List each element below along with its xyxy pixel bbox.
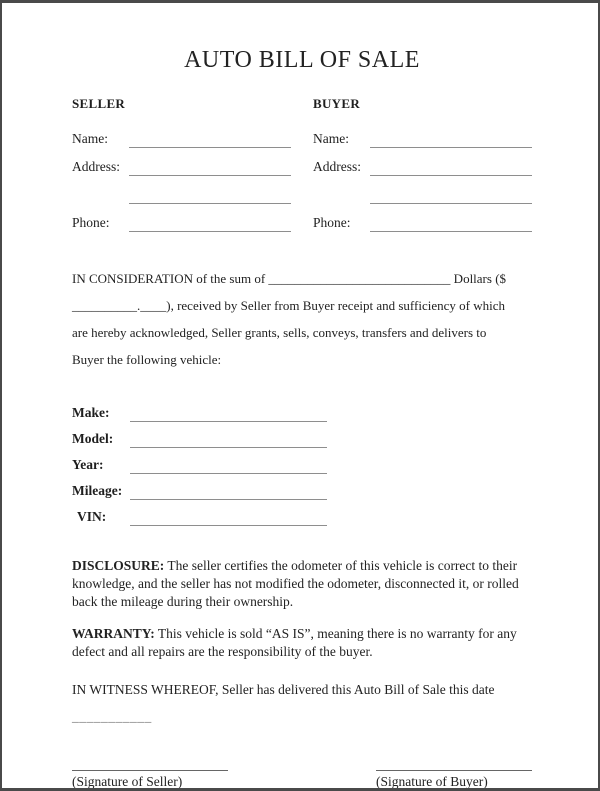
seller-address-row-2: [72, 176, 291, 204]
buyer-signature-line[interactable]: [376, 770, 532, 771]
seller-header: SELLER: [72, 96, 126, 111]
buyer-signature-caption: (Signature of Buyer): [376, 774, 488, 789]
buyer-section: [313, 96, 532, 232]
seller-phone-input-line[interactable]: [129, 214, 291, 232]
seller-address-input-line-2[interactable]: [129, 186, 291, 204]
warranty-text: This vehicle is sold “AS IS”, meaning there is no warranty for any defect and all repairs are the responsibility of the buyer.: [72, 626, 517, 659]
seller-name-input-line[interactable]: [129, 130, 291, 148]
buyer-phone-row: [313, 204, 532, 232]
warranty-paragraph: [72, 625, 532, 661]
disclosure-text: The seller certifies the odometer of this vehicle is correct to their knowledge, and the seller has not modified the odometer, disconnected it, or rolled back the mileage during their ownership.: [72, 558, 519, 609]
year-label: Year:: [72, 457, 104, 472]
consideration-paragraph: [72, 265, 532, 373]
seller-address-input-line-1[interactable]: [129, 158, 291, 176]
consideration-line-2: __________.____), received by Seller from Buyer receipt and sufficiency of which: [72, 298, 505, 313]
seller-phone-row: [72, 204, 291, 232]
buyer-address-spacer: [313, 203, 370, 204]
buyer-name-row: [313, 120, 532, 148]
page-title: AUTO BILL OF SALE: [184, 47, 420, 73]
make-input-line[interactable]: [130, 404, 327, 422]
consideration-line-4: Buyer the following vehicle:: [72, 352, 222, 367]
model-input-line[interactable]: [130, 430, 327, 448]
seller-signature-caption: (Signature of Seller): [72, 774, 183, 789]
signature-row: [72, 770, 532, 790]
warranty-label: WARRANTY:: [72, 626, 155, 641]
disclosure-paragraph: [72, 557, 532, 611]
vehicle-make-row: [72, 396, 532, 422]
witness-paragraph: [72, 676, 532, 730]
buyer-phone-input-line[interactable]: [370, 214, 532, 232]
disclosure-label: DISCLOSURE:: [72, 558, 165, 573]
vin-input-line[interactable]: [130, 508, 327, 526]
consideration-line-3: are hereby acknowledged, Seller grants, sells, conveys, transfers and delivers to: [72, 325, 487, 340]
vehicle-fieldset: [72, 396, 532, 526]
seller-address-row: [72, 148, 291, 176]
buyer-address-row-2: [313, 176, 532, 204]
seller-section: [72, 96, 291, 232]
model-label: Model:: [72, 431, 114, 446]
vin-label: VIN:: [77, 509, 107, 524]
vehicle-vin-row: [72, 500, 532, 526]
seller-signature-line[interactable]: [72, 770, 228, 771]
make-label: Make:: [72, 405, 110, 420]
year-input-line[interactable]: [130, 456, 327, 474]
buyer-name-input-line[interactable]: [370, 130, 532, 148]
buyer-address-label: Address:: [313, 159, 361, 174]
vehicle-model-row: [72, 422, 532, 448]
buyer-phone-label: Phone:: [313, 215, 351, 230]
buyer-name-label: Name:: [313, 131, 349, 146]
mileage-label: Mileage:: [72, 483, 123, 498]
seller-address-label: Address:: [72, 159, 120, 174]
date-input-line[interactable]: ___________: [72, 709, 152, 724]
buyer-address-input-line-2[interactable]: [370, 186, 532, 204]
mileage-input-line[interactable]: [130, 482, 327, 500]
buyer-address-input-line-1[interactable]: [370, 158, 532, 176]
vehicle-mileage-row: [72, 474, 532, 500]
seller-name-label: Name:: [72, 131, 108, 146]
seller-signature-block: [72, 770, 228, 790]
seller-name-row: [72, 120, 291, 148]
vehicle-year-row: [72, 448, 532, 474]
seller-phone-label: Phone:: [72, 215, 110, 230]
parties-section: [72, 96, 532, 232]
seller-address-spacer: [72, 203, 129, 204]
buyer-header: BUYER: [313, 96, 361, 111]
witness-text: IN WITNESS WHEREOF, Seller has delivered this Auto Bill of Sale this date: [72, 682, 495, 697]
consideration-line-1: IN CONSIDERATION of the sum of ____________________________ Dollars ($: [72, 271, 507, 286]
buyer-signature-block: [376, 770, 532, 790]
page-content: [2, 47, 598, 790]
buyer-address-row: [313, 148, 532, 176]
